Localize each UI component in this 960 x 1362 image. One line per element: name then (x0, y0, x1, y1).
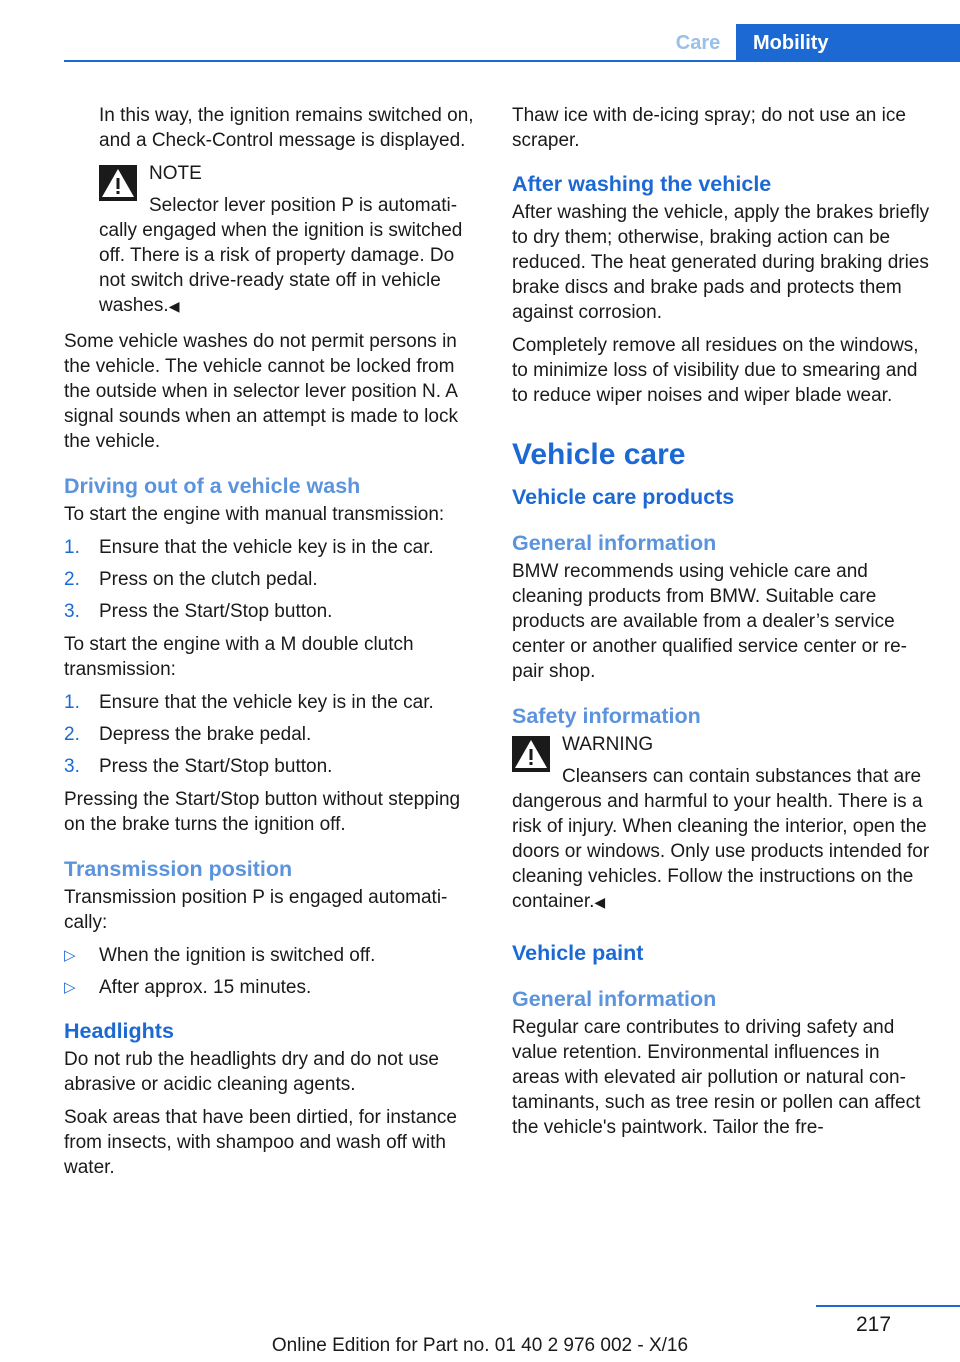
end-mark-icon: ◀ (594, 894, 606, 910)
heading-vehicle-care: Vehicle care (512, 438, 686, 471)
step-text: Press on the clutch pedal. (99, 569, 318, 590)
heading-care-products: Vehicle care products (512, 485, 735, 509)
heading-transmission: Transmission position (64, 857, 293, 881)
step-number: 1. (64, 692, 80, 713)
right-column (512, 103, 932, 1148)
bullet-triangle-icon: ▷ (64, 979, 76, 996)
heading-general-info-2: General information (512, 987, 717, 1011)
list-item (64, 535, 482, 560)
list-item (64, 722, 482, 747)
page-number: 217 (856, 1313, 892, 1336)
list-item (64, 567, 482, 592)
note-text: Selector lever position P is automatically engaged when the ignition is switched off. There is a risk of property damage. Do not switch drive-ready state off in vehicle washes. (99, 195, 463, 316)
header-tab-care[interactable]: Care (675, 32, 721, 54)
heading-safety: Safety information (512, 704, 701, 728)
page-number-rule (816, 1305, 960, 1307)
step-text: Press the Start/Stop button. (99, 601, 333, 622)
list-item (64, 975, 482, 1000)
mdouble-steps-list (64, 690, 482, 779)
heading-driving-out: Driving out of a vehicle wash (64, 474, 361, 498)
bullet-triangle-icon: ▷ (64, 947, 76, 964)
paragraph-headlights-1: Do not rub the headlights dry and do not use abrasive or acidic cleaning agents. (64, 1049, 439, 1095)
paragraph-m-double-clutch: To start the engine with a M double clutch transmission: (64, 634, 414, 680)
paragraph-manual: To start the engine with manual transmission: (64, 504, 445, 525)
header-tab-mobility[interactable]: Mobility (736, 24, 960, 62)
footer-edition: Online Edition for Part no. 01 40 2 976 002 - X/16 (271, 1335, 689, 1356)
item-text: When the ignition is switched off. (99, 945, 376, 966)
note-title: NOTE (149, 163, 202, 184)
warning-title: WARNING (562, 734, 654, 755)
list-item (64, 754, 482, 779)
paragraph-headlights-2: Soak areas that have been dirtied, for instance from insects, with shampoo and wash off with water. (64, 1107, 457, 1178)
list-item (64, 943, 482, 968)
step-number: 2. (64, 724, 80, 745)
heading-after-washing: After washing the vehicle (512, 172, 772, 196)
list-item (64, 599, 482, 624)
paragraph-after-2: Completely remove all residues on the windows, to minimize loss of visibility due to smearing and to reduce wiper noises and wiper blade wear. (512, 335, 919, 406)
note-box (99, 161, 482, 319)
item-text: After approx. 15 minutes. (99, 977, 312, 998)
warning-box (512, 732, 932, 915)
transmission-list (64, 943, 482, 1000)
step-text: Ensure that the vehicle key is in the car. (99, 537, 434, 558)
end-mark-icon: ◀ (168, 298, 180, 314)
heading-general-info-1: General information (512, 531, 717, 555)
manual-steps-list (64, 535, 482, 624)
step-text: Depress the brake pedal. (99, 724, 312, 745)
paragraph-washes: Some vehicle washes do not permit persons in the vehicle. The vehicle cannot be locked from the outside when in selector lever position N. A signal sounds when an attempt is made to lock the vehicle. (64, 331, 458, 452)
paragraph-ignition: In this way, the ignition remains switched on, and a Check-Control message is displayed. (99, 105, 474, 151)
warning-text: Cleansers can contain substances that are dangerous and harmful to your health. There is a risk of injury. When cleaning the interior, open the doors or windows. Only use products intended for cleaning vehicles. Follow the instructions on the container. (512, 766, 930, 912)
paragraph-pressing: Pressing the Start/Stop button without stepping on the brake turns the ignition off. (64, 789, 461, 835)
step-text: Press the Start/Stop button. (99, 756, 333, 777)
heading-vehicle-paint: Vehicle paint (512, 941, 644, 965)
warning-triangle-icon (99, 165, 137, 201)
heading-headlights: Headlights (64, 1019, 174, 1043)
step-number: 3. (64, 601, 80, 622)
step-text: Ensure that the vehicle key is in the car. (99, 692, 434, 713)
paragraph-general-2: Regular care contributes to driving safety and value retention. Environmental influences in areas with elevated air pollution or natural contaminants, such as tree resin or pollen can affect the vehicle's paintwork. Tailor the fre- (512, 1017, 921, 1138)
step-number: 2. (64, 569, 80, 590)
paragraph-after-1: After washing the vehicle, apply the brakes briefly to dry them; otherwise, braking action can be reduced. The heat generated during braking dries brake discs and brake pads and protects them against corrosion. (512, 202, 930, 323)
warning-triangle-icon (512, 736, 550, 772)
paragraph-thaw: Thaw ice with de-icing spray; do not use an ice scraper. (512, 105, 906, 151)
paragraph-general-1: BMW recommends using vehicle care and cleaning products from BMW. Suitable care products are available from a dealer’s service center or another qualified service center or repair shop. (512, 561, 907, 682)
step-number: 3. (64, 756, 80, 777)
paragraph-transmission: Transmission position P is engaged automatically: (64, 887, 448, 933)
step-number: 1. (64, 537, 80, 558)
list-item (64, 690, 482, 715)
left-column (64, 103, 482, 1188)
